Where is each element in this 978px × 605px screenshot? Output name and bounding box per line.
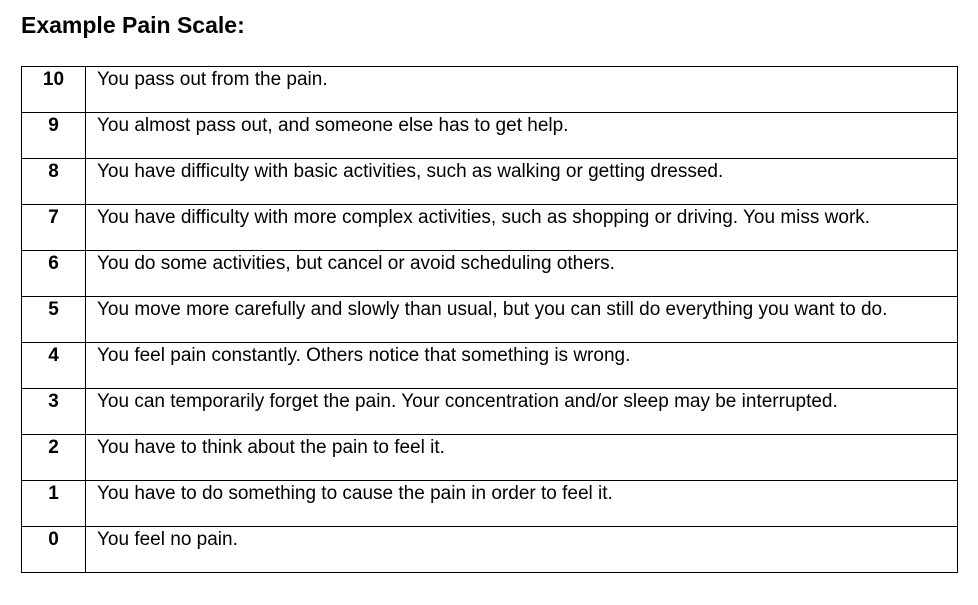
pain-scale-table [21, 66, 958, 573]
table-row [22, 389, 958, 435]
pain-level: 0 [22, 527, 86, 573]
pain-description: You have difficulty with more complex activities, such as shopping or driving. You miss work. [86, 205, 958, 251]
table-row [22, 343, 958, 389]
table-row [22, 67, 958, 113]
pain-level: 5 [22, 297, 86, 343]
pain-description: You pass out from the pain. [86, 67, 958, 113]
table-row [22, 205, 958, 251]
pain-level: 6 [22, 251, 86, 297]
page-title: Example Pain Scale: [21, 12, 245, 38]
pain-level: 9 [22, 113, 86, 159]
table-row [22, 297, 958, 343]
pain-description: You move more carefully and slowly than usual, but you can still do everything you want to do. [86, 297, 958, 343]
pain-level: 1 [22, 481, 86, 527]
pain-level: 7 [22, 205, 86, 251]
pain-level: 10 [22, 67, 86, 113]
table-row [22, 113, 958, 159]
table-row [22, 481, 958, 527]
pain-level: 2 [22, 435, 86, 481]
pain-description: You do some activities, but cancel or avoid scheduling others. [86, 251, 958, 297]
pain-description: You feel pain constantly. Others notice that something is wrong. [86, 343, 958, 389]
pain-description: You have to think about the pain to feel it. [86, 435, 958, 481]
pain-description: You have to do something to cause the pain in order to feel it. [86, 481, 958, 527]
table-row [22, 435, 958, 481]
pain-level: 3 [22, 389, 86, 435]
table-row [22, 527, 958, 573]
table-row [22, 251, 958, 297]
pain-description: You almost pass out, and someone else has to get help. [86, 113, 958, 159]
pain-level: 8 [22, 159, 86, 205]
pain-level: 4 [22, 343, 86, 389]
pain-description: You can temporarily forget the pain. Your concentration and/or sleep may be interrupted. [86, 389, 958, 435]
pain-description: You have difficulty with basic activities, such as walking or getting dressed. [86, 159, 958, 205]
pain-description: You feel no pain. [86, 527, 958, 573]
table-row [22, 159, 958, 205]
